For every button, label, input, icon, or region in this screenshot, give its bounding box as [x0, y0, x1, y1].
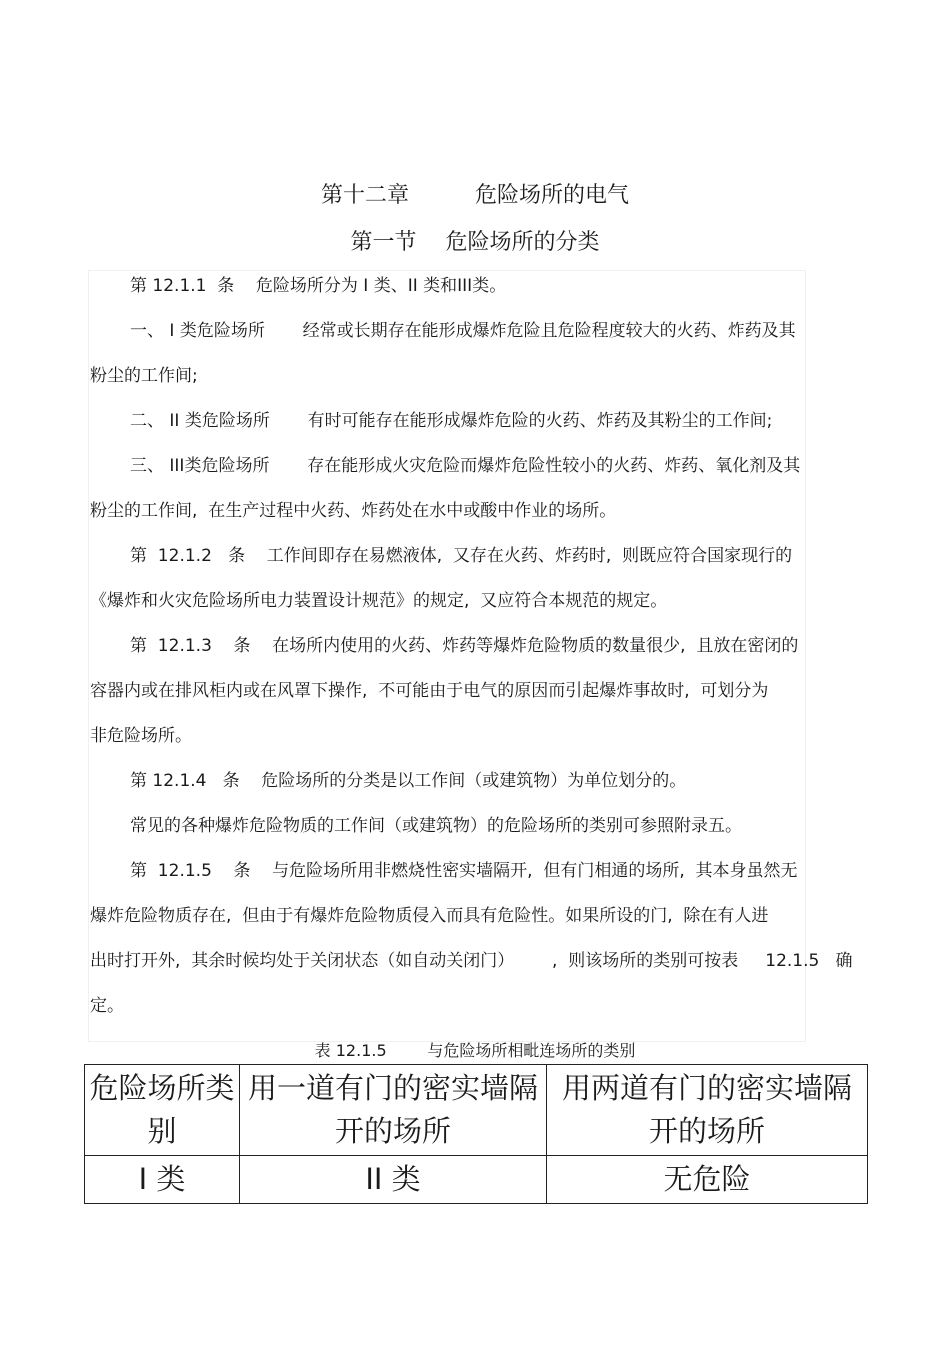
paragraph-line: 粉尘的工作间, 在生产过程中火药、炸药处在水中或酸中作业的场所。: [90, 501, 617, 521]
paragraph-line: 出时打开外, 其余时候均处于关闭状态（如自动关闭门） , 则该场所的类别可按表 12.1.5 确: [90, 951, 853, 971]
paragraph-line: 《爆炸和火灾危险场所电力装置设计规范》的规定, 又应符合本规范的规定。: [90, 591, 668, 611]
paragraph-line: 第 12.1.2 条 工作间即存在易燃液体, 又存在火药、炸药时, 则既应符合国家现行的: [130, 546, 793, 566]
paragraph-line: 第 12.1.1 条 危险场所分为 I 类、II 类和III类。: [130, 276, 507, 296]
table-cell: I 类: [85, 1156, 240, 1204]
paragraph-line: 定。: [90, 996, 124, 1016]
section-title: 第一节 危险场所的分类: [350, 230, 600, 255]
table-caption: 表 12.1.5 与危险场所相毗连场所的类别: [314, 1041, 636, 1060]
table-header-row: [85, 1065, 868, 1156]
paragraph-line: 三、 III类危险场所 存在能形成火灾危险而爆炸危险性较小的火药、炸药、氧化剂及其: [130, 456, 801, 476]
table-cell: II 类: [240, 1156, 547, 1204]
paragraph-line: 非危险场所。: [90, 726, 192, 746]
table-header-cell: 用两道有门的密实墙隔开的场所: [547, 1065, 868, 1156]
table-row: [85, 1156, 868, 1204]
paragraph-line: 第 12.1.4 条 危险场所的分类是以工作间（或建筑物）为单位划分的。: [130, 771, 687, 791]
table-header-cell: 危险场所类别: [85, 1065, 240, 1156]
paragraph-line: 容器内或在排风柜内或在风罩下操作, 不可能由于电气的原因而引起爆炸事故时, 可划分为: [90, 681, 769, 701]
table-cell: 无危险: [547, 1156, 868, 1204]
paragraph-line: 常见的各种爆炸危险物质的工作间（或建筑物）的危险场所的类别可参照附录五。: [130, 816, 742, 836]
table-header-cell: 用一道有门的密实墙隔开的场所: [240, 1065, 547, 1156]
classification-table: [84, 1064, 868, 1204]
chapter-title: 第十二章 危险场所的电气: [320, 183, 629, 208]
paragraph-line: 第 12.1.3 条 在场所内使用的火药、炸药等爆炸危险物质的数量很少, 且放在密闭的: [130, 636, 799, 656]
paragraph-line: 粉尘的工作间;: [90, 366, 198, 386]
paragraph-line: 第 12.1.5 条 与危险场所用非燃烧性密实墙隔开, 但有门相通的场所, 其本身虽然无: [130, 861, 798, 881]
paragraph-line: 一、 I 类危险场所 经常或长期存在能形成爆炸危险且危险程度较大的火药、炸药及其: [130, 321, 796, 341]
paragraph-line: 二、 II 类危险场所 有时可能存在能形成爆炸危险的火药、炸药及其粉尘的工作间;: [130, 411, 773, 431]
paragraph-line: 爆炸危险物质存在, 但由于有爆炸危险物质侵入而具有危险性。如果所设的门, 除在有人进: [90, 906, 769, 926]
